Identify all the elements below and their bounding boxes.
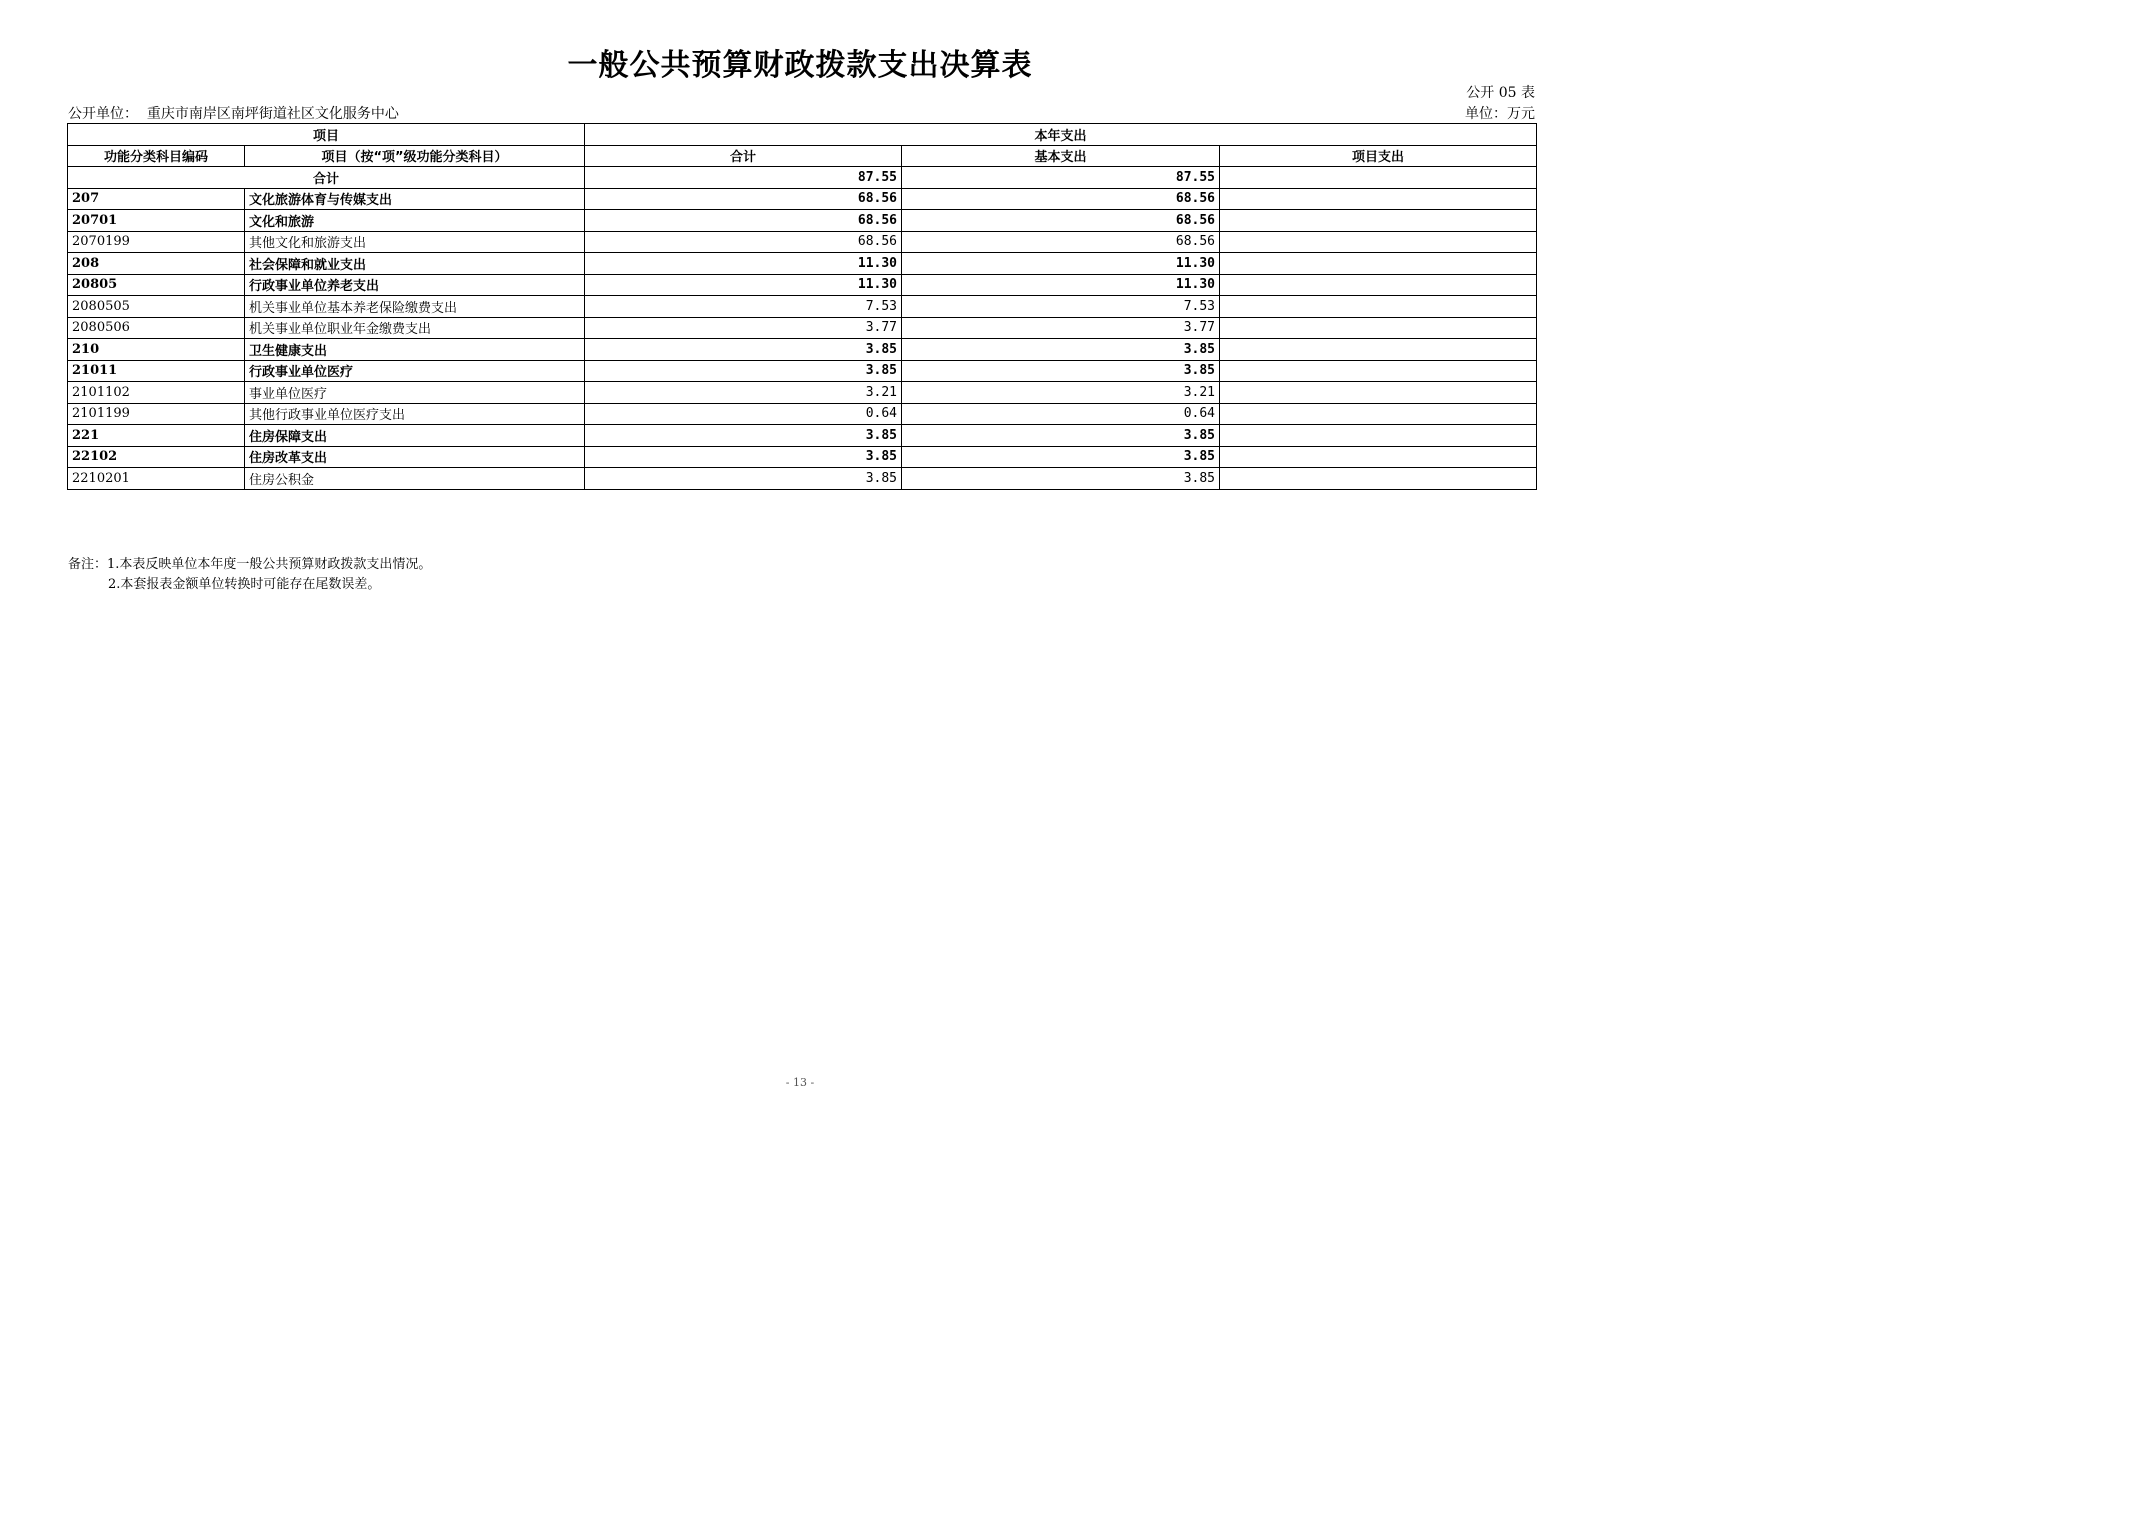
cell-basic: 3.85 <box>902 360 1220 382</box>
cell-name: 卫生健康支出 <box>245 339 585 361</box>
table-row <box>68 253 1537 275</box>
cell-code: 2101199 <box>68 403 245 425</box>
notes <box>68 555 431 595</box>
note-2: 2.本套报表金额单位转换时可能存在尾数误差。 <box>108 577 381 592</box>
table-body <box>68 167 1537 490</box>
cell-project-expense <box>1220 403 1537 425</box>
table-row <box>68 360 1537 382</box>
cell-code: 2210201 <box>68 468 245 490</box>
table-row <box>68 446 1537 468</box>
cell-total: 68.56 <box>585 188 902 210</box>
cell-project-expense <box>1220 296 1537 318</box>
cell-project-expense <box>1220 425 1537 447</box>
cell-total: 68.56 <box>585 210 902 232</box>
table-row <box>68 296 1537 318</box>
cell-total: 3.85 <box>585 360 902 382</box>
cell-name: 机关事业单位基本养老保险缴费支出 <box>245 296 585 318</box>
cell-basic: 11.30 <box>902 253 1220 275</box>
cell-total: 68.56 <box>585 231 902 253</box>
cell-name: 机关事业单位职业年金缴费支出 <box>245 317 585 339</box>
cell-name: 事业单位医疗 <box>245 382 585 404</box>
table-row <box>68 231 1537 253</box>
cell-total: 11.30 <box>585 274 902 296</box>
cell-total: 3.21 <box>585 382 902 404</box>
form-number: 公开 05 表 <box>1466 85 1535 101</box>
header-name: 项目（按“项”级功能分类科目） <box>245 145 585 167</box>
page-number: - 13 - <box>785 1076 815 1089</box>
cell-total: 11.30 <box>585 253 902 275</box>
unit-line <box>68 103 1535 123</box>
cell-name: 住房改革支出 <box>245 446 585 468</box>
cell-project-expense <box>1220 253 1537 275</box>
cell-basic: 3.77 <box>902 317 1220 339</box>
note-1: 备注：1.本表反映单位本年度一般公共预算财政拨款支出情况。 <box>68 557 432 572</box>
cell-basic: 68.56 <box>902 231 1220 253</box>
cell-basic: 7.53 <box>902 296 1220 318</box>
header-project: 项目 <box>68 124 585 146</box>
cell-name: 文化和旅游 <box>245 210 585 232</box>
cell-name: 其他行政事业单位医疗支出 <box>245 403 585 425</box>
cell-code: 2080505 <box>68 296 245 318</box>
org-label: 公开单位： <box>68 106 138 122</box>
cell-project-expense <box>1220 231 1537 253</box>
table-row <box>68 403 1537 425</box>
cell-code: 22102 <box>68 446 245 468</box>
total-label: 合计 <box>68 167 585 189</box>
table-row <box>68 425 1537 447</box>
cell-code: 221 <box>68 425 245 447</box>
cell-code: 210 <box>68 339 245 361</box>
total-amount: 87.55 <box>585 167 902 189</box>
table-row <box>68 339 1537 361</box>
cell-name: 文化旅游体育与传媒支出 <box>245 188 585 210</box>
cell-basic: 68.56 <box>902 188 1220 210</box>
cell-name: 社会保障和就业支出 <box>245 253 585 275</box>
cell-basic: 68.56 <box>902 210 1220 232</box>
table-row <box>68 188 1537 210</box>
total-row <box>68 167 1537 189</box>
cell-basic: 3.21 <box>902 382 1220 404</box>
header-current-year: 本年支出 <box>585 124 1537 146</box>
cell-project-expense <box>1220 317 1537 339</box>
cell-code: 2080506 <box>68 317 245 339</box>
cell-name: 行政事业单位医疗 <box>245 360 585 382</box>
cell-basic: 11.30 <box>902 274 1220 296</box>
cell-name: 其他文化和旅游支出 <box>245 231 585 253</box>
header-code: 功能分类科目编码 <box>68 145 245 167</box>
table-row <box>68 210 1537 232</box>
cell-name: 行政事业单位养老支出 <box>245 274 585 296</box>
table-row <box>68 468 1537 490</box>
cell-project-expense <box>1220 446 1537 468</box>
cell-total: 0.64 <box>585 403 902 425</box>
cell-total: 3.85 <box>585 468 902 490</box>
cell-project-expense <box>1220 210 1537 232</box>
table-row <box>68 382 1537 404</box>
cell-code: 20805 <box>68 274 245 296</box>
cell-project-expense <box>1220 382 1537 404</box>
table-row <box>68 274 1537 296</box>
cell-basic: 3.85 <box>902 425 1220 447</box>
cell-code: 20701 <box>68 210 245 232</box>
table-row <box>68 317 1537 339</box>
cell-total: 7.53 <box>585 296 902 318</box>
cell-project-expense <box>1220 468 1537 490</box>
cell-basic: 3.85 <box>902 468 1220 490</box>
header-basic: 基本支出 <box>902 145 1220 167</box>
cell-total: 3.85 <box>585 446 902 468</box>
cell-total: 3.77 <box>585 317 902 339</box>
total-project-expense <box>1220 167 1537 189</box>
cell-basic: 0.64 <box>902 403 1220 425</box>
unit-label: 单位：万元 <box>1465 106 1535 122</box>
header-total: 合计 <box>585 145 902 167</box>
cell-project-expense <box>1220 274 1537 296</box>
expenditure-table <box>67 123 1537 490</box>
cell-total: 3.85 <box>585 425 902 447</box>
cell-name: 住房公积金 <box>245 468 585 490</box>
cell-basic: 3.85 <box>902 446 1220 468</box>
cell-code: 2101102 <box>68 382 245 404</box>
cell-project-expense <box>1220 360 1537 382</box>
cell-basic: 3.85 <box>902 339 1220 361</box>
cell-code: 208 <box>68 253 245 275</box>
cell-total: 3.85 <box>585 339 902 361</box>
cell-project-expense <box>1220 339 1537 361</box>
cell-code: 207 <box>68 188 245 210</box>
cell-project-expense <box>1220 188 1537 210</box>
total-basic: 87.55 <box>902 167 1220 189</box>
cell-code: 21011 <box>68 360 245 382</box>
cell-name: 住房保障支出 <box>245 425 585 447</box>
org-line <box>68 103 399 123</box>
org-name: 重庆市南岸区南坪街道社区文化服务中心 <box>146 106 399 122</box>
page-title: 一般公共预算财政拨款支出决算表 <box>567 48 1033 83</box>
header-project-expense: 项目支出 <box>1220 145 1537 167</box>
cell-code: 2070199 <box>68 231 245 253</box>
